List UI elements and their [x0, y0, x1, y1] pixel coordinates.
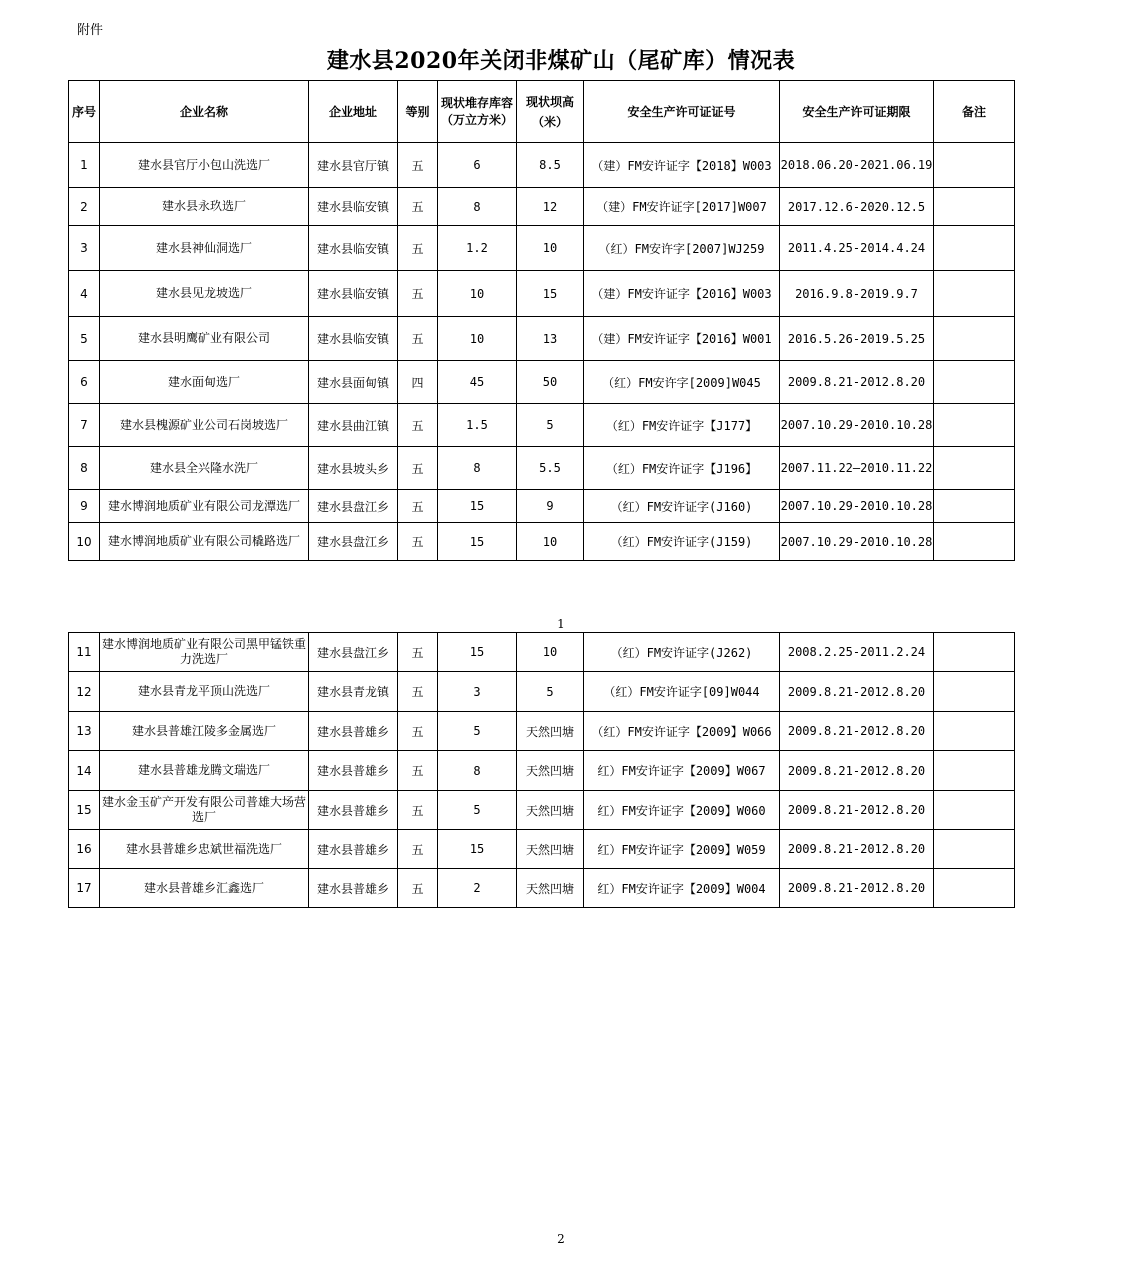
cell-company-name: 建水县明鹰矿业有限公司	[100, 317, 309, 361]
cell-capacity: 1.2	[438, 226, 517, 271]
cell-license-no: （红）FM安许证字[09]W044	[584, 672, 780, 712]
cell-capacity: 5	[438, 712, 517, 751]
page-number-2: 2	[557, 1232, 565, 1246]
cell-grade: 五	[398, 672, 438, 712]
table-body-page-2	[69, 633, 1015, 908]
mine-table-page-1	[68, 80, 1015, 561]
cell-address: 建水县普雄乡	[309, 751, 398, 791]
cell-license-no: 红）FM安许证字【2009】W059	[584, 830, 780, 869]
table-row	[69, 188, 1015, 226]
cell-company-name: 建水县青龙平顶山洗选厂	[100, 672, 309, 712]
cell-remarks	[934, 830, 1015, 869]
cell-height: 15	[517, 271, 584, 317]
cell-company-name: 建水面甸选厂	[100, 361, 309, 404]
col-header-seq: 序号	[69, 81, 100, 143]
cell-seq: 11	[69, 633, 100, 672]
cell-remarks	[934, 143, 1015, 188]
cell-capacity: 8	[438, 751, 517, 791]
cell-license-no: （红）FM安许证字【2009】W066	[584, 712, 780, 751]
table-row	[69, 712, 1015, 751]
cell-license-no: （红）FM安许证字(J159)	[584, 523, 780, 561]
cell-company-name: 建水县全兴隆水洗厂	[100, 447, 309, 490]
cell-license-period: 2009.8.21-2012.8.20	[780, 751, 934, 791]
table-row	[69, 830, 1015, 869]
cell-remarks	[934, 271, 1015, 317]
cell-company-name: 建水县见龙坡选厂	[100, 271, 309, 317]
cell-seq: 16	[69, 830, 100, 869]
cell-seq: 12	[69, 672, 100, 712]
cell-license-period: 2009.8.21-2012.8.20	[780, 869, 934, 908]
cell-seq: 4	[69, 271, 100, 317]
cell-license-period: 2016.5.26-2019.5.25	[780, 317, 934, 361]
cell-seq: 17	[69, 869, 100, 908]
cell-company-name: 建水博润地质矿业有限公司橇路选厂	[100, 523, 309, 561]
cell-remarks	[934, 490, 1015, 523]
cell-company-name: 建水县普雄江陵多金属选厂	[100, 712, 309, 751]
cell-seq: 6	[69, 361, 100, 404]
cell-grade: 五	[398, 226, 438, 271]
table-row	[69, 490, 1015, 523]
cell-grade: 五	[398, 490, 438, 523]
cell-height: 天然凹塘	[517, 712, 584, 751]
cell-address: 建水县临安镇	[309, 317, 398, 361]
cell-height: 10	[517, 226, 584, 271]
cell-capacity: 10	[438, 271, 517, 317]
table-row	[69, 791, 1015, 830]
table-row	[69, 143, 1015, 188]
cell-address: 建水县临安镇	[309, 271, 398, 317]
cell-license-period: 2007.11.22—2010.11.22	[780, 447, 934, 490]
cell-remarks	[934, 523, 1015, 561]
cell-capacity: 10	[438, 317, 517, 361]
cell-grade: 五	[398, 317, 438, 361]
cell-license-period: 2007.10.29-2010.10.28	[780, 404, 934, 447]
cell-grade: 五	[398, 271, 438, 317]
cell-seq: 9	[69, 490, 100, 523]
cell-seq: 13	[69, 712, 100, 751]
cell-license-no: （红）FM安许证字【J196】	[584, 447, 780, 490]
cell-height: 9	[517, 490, 584, 523]
cell-license-period: 2018.06.20-2021.06.19	[780, 143, 934, 188]
table-row	[69, 226, 1015, 271]
table-row	[69, 869, 1015, 908]
cell-company-name: 建水县普雄龙腾文瑞选厂	[100, 751, 309, 791]
cell-license-period: 2016.9.8-2019.9.7	[780, 271, 934, 317]
col-header-license-period: 安全生产许可证期限	[780, 81, 934, 143]
table-row	[69, 633, 1015, 672]
table-row	[69, 271, 1015, 317]
cell-address: 建水县面甸镇	[309, 361, 398, 404]
cell-capacity: 15	[438, 523, 517, 561]
cell-company-name: 建水县官厅小包山洗选厂	[100, 143, 309, 188]
cell-address: 建水县临安镇	[309, 226, 398, 271]
cell-license-period: 2009.8.21-2012.8.20	[780, 672, 934, 712]
cell-height: 10	[517, 523, 584, 561]
cell-grade: 四	[398, 361, 438, 404]
cell-license-period: 2007.10.29-2010.10.28	[780, 490, 934, 523]
cell-license-no: （红）FM安许证字【J177】	[584, 404, 780, 447]
cell-grade: 五	[398, 869, 438, 908]
cell-address: 建水县坡头乡	[309, 447, 398, 490]
cell-license-period: 2009.8.21-2012.8.20	[780, 830, 934, 869]
cell-remarks	[934, 404, 1015, 447]
cell-license-period: 2011.4.25-2014.4.24	[780, 226, 934, 271]
cell-company-name: 建水县普雄乡汇鑫选厂	[100, 869, 309, 908]
cell-address: 建水县普雄乡	[309, 712, 398, 751]
cell-address: 建水县盘江乡	[309, 633, 398, 672]
cell-capacity: 15	[438, 490, 517, 523]
cell-license-no: （红）FM安许字[2009]W045	[584, 361, 780, 404]
cell-address: 建水县普雄乡	[309, 830, 398, 869]
cell-height: 10	[517, 633, 584, 672]
table-body-page-1	[69, 143, 1015, 561]
cell-address: 建水县普雄乡	[309, 791, 398, 830]
cell-height: 天然凹塘	[517, 791, 584, 830]
cell-address: 建水县盘江乡	[309, 523, 398, 561]
cell-license-no: （建）FM安许证字【2016】W001	[584, 317, 780, 361]
cell-seq: 3	[69, 226, 100, 271]
table-row	[69, 447, 1015, 490]
cell-grade: 五	[398, 404, 438, 447]
cell-seq: 8	[69, 447, 100, 490]
cell-capacity: 15	[438, 830, 517, 869]
cell-license-no: （建）FM安许证字【2016】W003	[584, 271, 780, 317]
cell-grade: 五	[398, 143, 438, 188]
cell-license-no: 红）FM安许证字【2009】W004	[584, 869, 780, 908]
col-header-capacity: 现状堆存库容（万立方米）	[438, 81, 517, 143]
col-header-height: 现状坝高（米）	[517, 81, 584, 143]
col-header-address: 企业地址	[309, 81, 398, 143]
col-header-name: 企业名称	[100, 81, 309, 143]
cell-license-period: 2017.12.6-2020.12.5	[780, 188, 934, 226]
cell-height: 12	[517, 188, 584, 226]
cell-capacity: 15	[438, 633, 517, 672]
cell-seq: 5	[69, 317, 100, 361]
cell-license-period: 2009.8.21-2012.8.20	[780, 712, 934, 751]
cell-company-name: 建水县槐源矿业公司石岗坡选厂	[100, 404, 309, 447]
table-row	[69, 317, 1015, 361]
cell-grade: 五	[398, 523, 438, 561]
cell-company-name: 建水县永玖选厂	[100, 188, 309, 226]
cell-address: 建水县临安镇	[309, 188, 398, 226]
cell-company-name: 建水博润地质矿业有限公司龙潭选厂	[100, 490, 309, 523]
cell-seq: 14	[69, 751, 100, 791]
cell-address: 建水县官厅镇	[309, 143, 398, 188]
cell-address: 建水县盘江乡	[309, 490, 398, 523]
cell-capacity: 3	[438, 672, 517, 712]
cell-remarks	[934, 226, 1015, 271]
cell-capacity: 5	[438, 791, 517, 830]
cell-capacity: 2	[438, 869, 517, 908]
cell-license-no: （红）FM安许字[2007]WJ259	[584, 226, 780, 271]
cell-company-name: 建水博润地质矿业有限公司黑甲锰铁重力洗选厂	[100, 633, 309, 672]
cell-grade: 五	[398, 633, 438, 672]
cell-remarks	[934, 188, 1015, 226]
cell-remarks	[934, 672, 1015, 712]
table-row	[69, 361, 1015, 404]
col-header-remarks: 备注	[934, 81, 1015, 143]
cell-height: 天然凹塘	[517, 830, 584, 869]
attachment-label: 附件	[77, 23, 104, 38]
cell-grade: 五	[398, 791, 438, 830]
cell-grade: 五	[398, 751, 438, 791]
table-row	[69, 672, 1015, 712]
cell-license-period: 2009.8.21-2012.8.20	[780, 791, 934, 830]
col-header-license-no: 安全生产许可证证号	[584, 81, 780, 143]
cell-remarks	[934, 869, 1015, 908]
cell-height: 13	[517, 317, 584, 361]
cell-grade: 五	[398, 830, 438, 869]
mine-table-page-2	[68, 632, 1015, 908]
cell-capacity: 8	[438, 188, 517, 226]
cell-capacity: 1.5	[438, 404, 517, 447]
table-header-row	[69, 81, 1015, 143]
cell-license-no: （红）FM安许证字(J160)	[584, 490, 780, 523]
cell-seq: 10	[69, 523, 100, 561]
cell-license-period: 2008.2.25-2011.2.24	[780, 633, 934, 672]
cell-license-period: 2009.8.21-2012.8.20	[780, 361, 934, 404]
cell-height: 天然凹塘	[517, 751, 584, 791]
cell-grade: 五	[398, 712, 438, 751]
page-title: 建水县2020年关闭非煤矿山（尾矿库）情况表	[326, 48, 796, 74]
cell-capacity: 6	[438, 143, 517, 188]
cell-license-no: 红）FM安许证字【2009】W060	[584, 791, 780, 830]
cell-remarks	[934, 751, 1015, 791]
cell-remarks	[934, 712, 1015, 751]
cell-seq: 7	[69, 404, 100, 447]
cell-company-name: 建水县普雄乡忠斌世福洗选厂	[100, 830, 309, 869]
cell-height: 8.5	[517, 143, 584, 188]
cell-height: 5.5	[517, 447, 584, 490]
cell-license-no: 红）FM安许证字【2009】W067	[584, 751, 780, 791]
cell-remarks	[934, 791, 1015, 830]
cell-height: 5	[517, 404, 584, 447]
page-number-1: 1	[557, 617, 565, 631]
cell-height: 5	[517, 672, 584, 712]
cell-license-no: （建）FM安许证字[2017]W007	[584, 188, 780, 226]
table-row	[69, 523, 1015, 561]
cell-remarks	[934, 447, 1015, 490]
cell-license-period: 2007.10.29-2010.10.28	[780, 523, 934, 561]
cell-seq: 1	[69, 143, 100, 188]
cell-height: 天然凹塘	[517, 869, 584, 908]
cell-grade: 五	[398, 447, 438, 490]
cell-seq: 15	[69, 791, 100, 830]
table-row	[69, 751, 1015, 791]
cell-capacity: 8	[438, 447, 517, 490]
cell-company-name: 建水金玉矿产开发有限公司普雄大场营选厂	[100, 791, 309, 830]
cell-address: 建水县曲江镇	[309, 404, 398, 447]
cell-remarks	[934, 317, 1015, 361]
cell-address: 建水县普雄乡	[309, 869, 398, 908]
cell-remarks	[934, 633, 1015, 672]
cell-grade: 五	[398, 188, 438, 226]
cell-height: 50	[517, 361, 584, 404]
cell-remarks	[934, 361, 1015, 404]
cell-seq: 2	[69, 188, 100, 226]
col-header-grade: 等别	[398, 81, 438, 143]
cell-license-no: （建）FM安许证字【2018】W003	[584, 143, 780, 188]
cell-capacity: 45	[438, 361, 517, 404]
cell-address: 建水县青龙镇	[309, 672, 398, 712]
cell-company-name: 建水县神仙洞选厂	[100, 226, 309, 271]
cell-license-no: （红）FM安许证字(J262)	[584, 633, 780, 672]
table-row	[69, 404, 1015, 447]
